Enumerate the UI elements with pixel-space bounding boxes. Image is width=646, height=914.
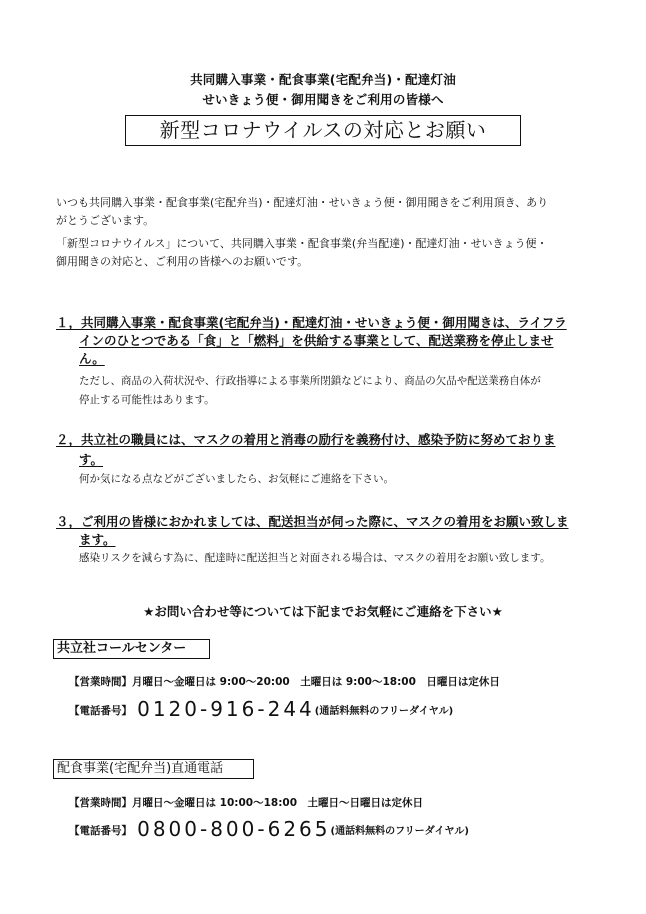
item-1-note-line-2: 停止する可能性はあります。 — [79, 394, 215, 406]
delivery-line-phone-number[interactable]: 0800-800-6265 — [137, 817, 331, 841]
call-center-hours-row — [69, 670, 500, 689]
delivery-line-phone-tag: 【電話番号】 — [69, 825, 132, 837]
item-3-note: 感染リスクを減らす為に、配達時に配送担当と対面される場合は、マスクの着用をお願い致します。 — [79, 552, 551, 564]
call-center-phone-tag: 【電話番号】 — [69, 705, 132, 717]
delivery-line-phone-note: (通話料無料のフリーダイヤル) — [330, 826, 469, 837]
item-1-head-line-2: インのひとつである「食」と「燃料」を供給する事業として、配送業務を停止しませ — [79, 333, 554, 348]
item-2-head-line-1: ２，共立社の職員には、マスクの着用と消毒の励行を義務付け、感染予防に努めておりま — [56, 432, 556, 447]
call-center-label: 共立社コールセンター — [53, 639, 210, 659]
intro-line-3: 「新型コロナウイルス」について、共同購入事業・配食事業(弁当配達)・配達灯油・せいきょう便・ — [56, 237, 548, 250]
delivery-line-hours-tag: 【営業時間】 — [69, 797, 132, 809]
item-1-head-line-1: １，共同購入事業・配食事業(宅配弁当)・配達灯油・せいきょう便・御用聞きは、ライフラ — [56, 315, 567, 330]
call-center-phone-note: (通話料無料のフリーダイヤル) — [314, 706, 454, 717]
header-line-2: せいきょう便・御用聞きをご利用の皆様へ — [202, 92, 444, 107]
item-1-note-line-1: ただし、商品の入荷状況や、行政指導による事業所閉鎖などにより、商品の欠品や配送業務自体が — [79, 375, 541, 387]
item-2-head-line-2: す。 — [79, 452, 104, 467]
item-1-head-line-3: ん。 — [79, 351, 105, 366]
item-2-note: 何か気になる点などがございましたら、お気軽にご連絡を下さい。 — [79, 473, 394, 485]
call-center-hours-tag: 【営業時間】 — [69, 676, 132, 688]
intro-line-1: いつも共同購入事業・配食事業(宅配弁当)・配達灯油・せいきょう便・御用聞きをご利用頂き、あり — [56, 196, 549, 209]
intro-line-2: がとうございます。 — [56, 214, 155, 227]
intro-line-4: 御用聞きの対応と、ご利用の皆様へのお願いです。 — [56, 255, 309, 268]
call-center-phone-row — [69, 697, 453, 721]
call-center-hours: 月曜日～金曜日は 9:00～20:00 土曜日は 9:00～18:00 日曜日は定休日 — [132, 676, 500, 688]
header-line-1: 共同購入事業・配食事業(宅配弁当)・配達灯油 — [190, 72, 456, 87]
item-3-head-line-1: ３，ご利用の皆様におかれましては、配送担当が伺った際に、マスクの着用をお願い致しま — [56, 514, 569, 529]
delivery-line-hours-row — [69, 791, 423, 810]
delivery-line-phone-row — [69, 817, 469, 841]
delivery-line-label: 配食事業(宅配弁当)直通電話 — [53, 759, 254, 779]
contact-heading: ★お問い合わせ等については下記までお気軽にご連絡を下さい★ — [143, 604, 503, 619]
page-title: 新型コロナウイルスの対応とお願い — [125, 115, 521, 146]
item-3-head-line-2: ます。 — [79, 532, 116, 547]
delivery-line-hours: 月曜日～金曜日は 10:00～18:00 土曜日～日曜日は定休日 — [132, 797, 423, 809]
call-center-phone-number[interactable]: 0120-916-244 — [137, 697, 315, 721]
